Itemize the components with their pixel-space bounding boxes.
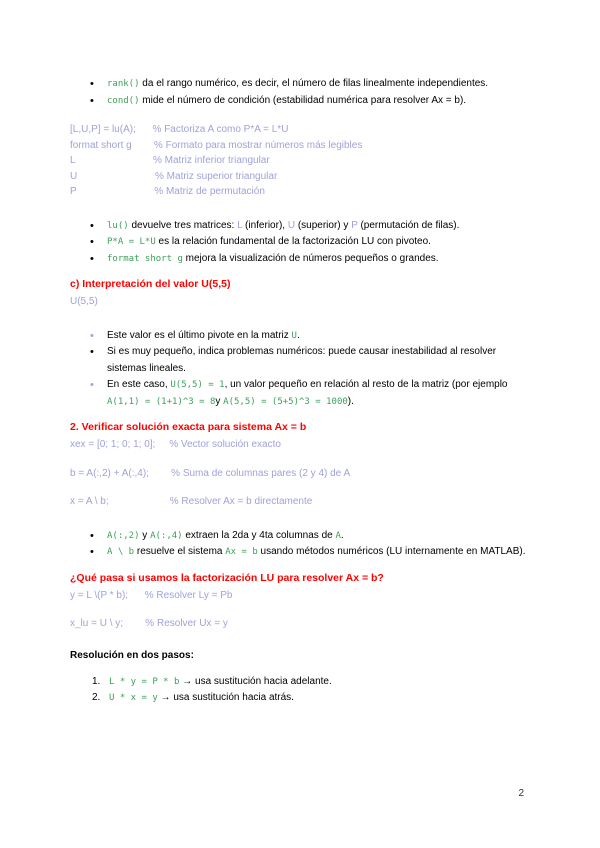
bullet-item: [88, 344, 530, 377]
text-run: (inferior),: [242, 219, 288, 231]
text-run: es la relación fundamental de la factorización LU con pivoteo.: [155, 236, 431, 247]
text-run: Este valor es el último pivote en la matriz: [107, 329, 292, 341]
text-run: En este caso,: [107, 379, 171, 390]
code-block: [70, 122, 530, 200]
section-heading: 2. Verificar solución exacta para sistema Ax = b: [70, 421, 307, 433]
bullet-item: [88, 328, 530, 345]
inline-code: format short g: [107, 253, 183, 264]
code-line: x = A \ b; % Resolver Ax = b directamente: [70, 496, 313, 507]
text-run: → usa sustitución hacia adelante.: [179, 675, 332, 687]
bullet-item: [88, 76, 530, 93]
paragraph: Resolución en dos pasos:: [70, 649, 194, 661]
code-line: xex = [0; 1; 0; 1; 0]; % Vector solución exacto: [70, 439, 281, 450]
inline-code: cond(): [107, 95, 140, 106]
text-run: resuelve el sistema: [134, 546, 226, 557]
code-line: [L,U,P] = lu(A); % Factoriza A como P*A = L*U: [70, 124, 289, 135]
code-block: [70, 588, 530, 604]
bullet-item: [88, 234, 530, 251]
inline-code: rank(): [107, 79, 140, 89]
inline-code: L * y = P * b: [109, 676, 180, 687]
code-line: P % Matriz de permutación: [70, 186, 265, 197]
inline-code-var: P: [351, 219, 358, 231]
code-line: format short g % Formato para mostrar números más legibles: [70, 139, 363, 151]
inline-code: U * x = y: [109, 693, 158, 703]
numbered-list: [92, 674, 530, 707]
inline-code: A(:,2): [107, 530, 140, 541]
document-page: [70, 0, 530, 707]
inline-code: U: [291, 330, 297, 341]
text-run: , un valor pequeño en relación al resto de la matriz (por ejemplo: [224, 379, 508, 390]
inline-code: A \ b: [107, 547, 135, 557]
text-run: mide el número de condición (estabilidad numérica para resolver Ax = b).: [139, 94, 467, 106]
numbered-item: [92, 690, 530, 707]
inline-code-var: L: [237, 219, 243, 231]
code-line: x_lu = U \ y; % Resolver Ux = y: [70, 618, 228, 629]
code-line: U % Matriz superior triangular: [70, 170, 278, 182]
code-block: [70, 437, 530, 453]
section-heading: c) Interpretación del valor U(5,5): [70, 278, 231, 290]
text-run: (superior) y: [295, 219, 352, 231]
text-run: (permutación de filas).: [357, 219, 460, 231]
inline-code: A(5,5) = (5+5)^3 = 1000: [223, 396, 348, 407]
bullet-item: [88, 377, 530, 410]
code-line: y = L \(P * b); % Resolver Ly = Pb: [70, 589, 233, 601]
bullet-list: [88, 76, 530, 109]
section-heading: ¿Qué pasa si usamos la factorización LU para resolver Ax = b?: [70, 571, 384, 584]
inline-code-var: U: [287, 219, 296, 231]
inline-code: U(5,5) = 1: [170, 380, 225, 390]
inline-code: Ax = b: [225, 547, 258, 557]
code-line: U(5,5): [70, 296, 98, 307]
bullet-list: [88, 328, 530, 411]
text-run: .: [340, 529, 344, 541]
bullet-item: [88, 528, 530, 545]
text-run: devuelve tres matrices:: [128, 219, 238, 231]
code-line: b = A(:,2) + A(:,4); % Suma de columnas pares (2 y 4) de A: [70, 467, 351, 479]
item-body: [109, 676, 332, 687]
inline-code: A(1,1) = (1+1)^3 = 8: [107, 396, 216, 407]
item-number: 2.: [92, 692, 101, 703]
numbered-item: [92, 674, 530, 691]
text-run: extraen la 2da y 4ta columnas de: [182, 529, 336, 541]
item-body: [109, 692, 294, 703]
text-run: da el rango numérico, es decir, el número de filas linealmente independientes.: [139, 78, 489, 89]
code-line: L % Matriz inferior triangular: [70, 155, 270, 166]
bullet-list: [88, 218, 530, 268]
text-run: usando métodos numéricos (LU internamente en MATLAB).: [257, 546, 526, 557]
code-block: [70, 616, 530, 632]
bullet-item: [88, 218, 530, 235]
page-number: 2: [518, 788, 524, 799]
item-number: 1.: [92, 675, 101, 687]
bullet-list: [88, 528, 530, 561]
text-run: mejora la visualización de números pequeños o grandes.: [182, 252, 439, 264]
inline-code: lu(): [107, 220, 129, 231]
inline-code: A: [335, 530, 341, 541]
text-run: y: [215, 395, 224, 407]
code-block: [70, 494, 530, 510]
bullet-item: [88, 251, 530, 268]
text-run: → usa sustitución hacia atrás.: [157, 692, 294, 703]
text-run: Si es muy pequeño, indica problemas numéricos: puede causar inestabilidad al resolver sistemas lineales.: [107, 346, 497, 374]
bullet-item: [88, 93, 530, 110]
bullet-item: [88, 544, 530, 561]
inline-code: A(:,4): [150, 530, 183, 541]
text-run: y: [139, 529, 151, 541]
text-run: .: [296, 329, 300, 341]
text-run: ).: [347, 395, 354, 407]
code-block: [70, 466, 530, 482]
inline-code: P*A = L*U: [107, 237, 156, 247]
code-block: [70, 294, 530, 310]
